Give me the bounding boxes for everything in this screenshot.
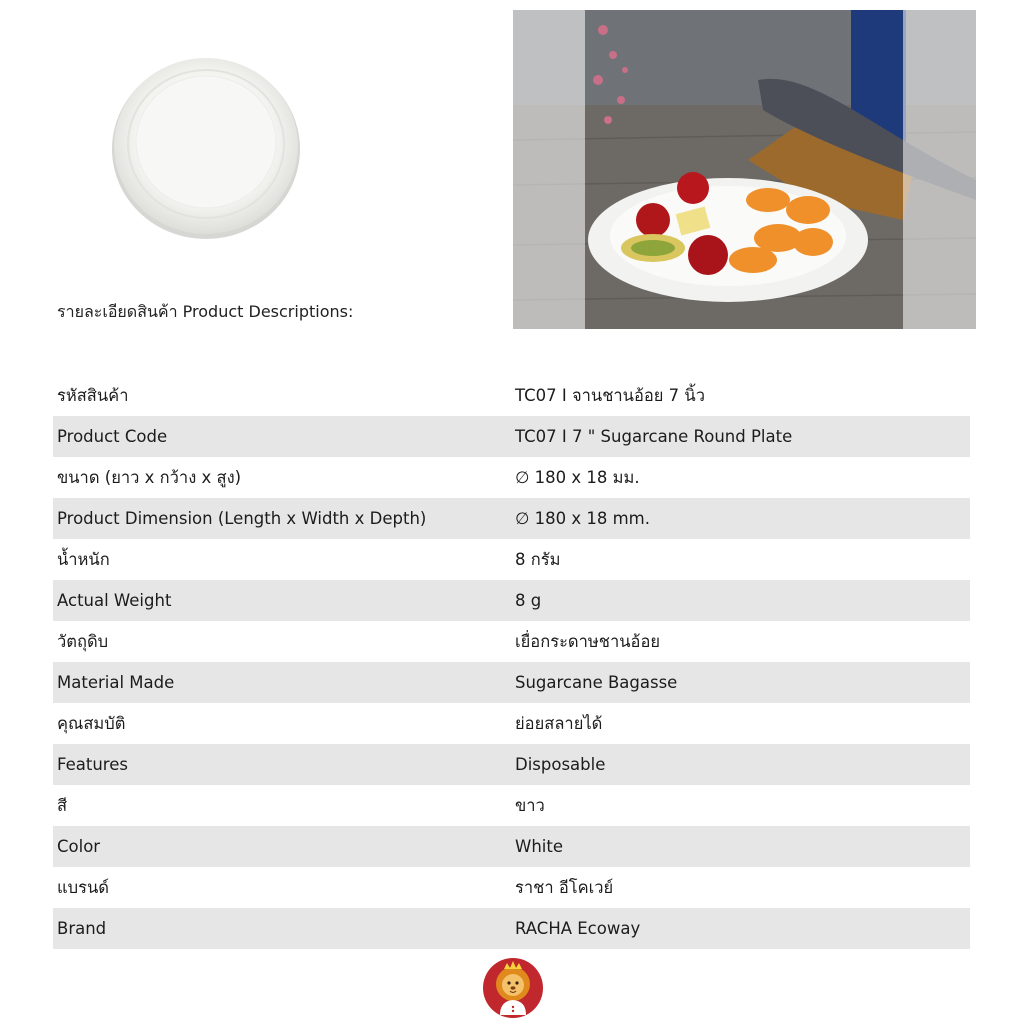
spec-row-dimension-en (53, 498, 970, 539)
spec-value: ∅ 180 x 18 mm. (515, 509, 650, 528)
spec-value: TC07 I จานชานอ้อย 7 นิ้ว (515, 385, 705, 405)
spec-row-brand-en (53, 908, 970, 949)
spec-row-product-code-en (53, 416, 970, 457)
spec-value: 8 กรัม (515, 549, 561, 569)
spec-label: สี (57, 795, 68, 815)
spec-label: Material Made (57, 673, 175, 692)
spec-label: น้ำหนัก (57, 549, 110, 569)
spec-label: Features (57, 755, 128, 774)
spec-value: ∅ 180 x 18 มม. (515, 467, 640, 487)
spec-row-weight-en (53, 580, 970, 621)
spec-value: Disposable (515, 755, 606, 774)
spec-label: คุณสมบัติ (57, 713, 126, 733)
lion-mascot-icon (480, 957, 546, 1019)
spec-label: Product Code (57, 427, 168, 446)
spec-value: White (515, 837, 563, 856)
spec-value: RACHA Ecoway (515, 919, 641, 938)
spec-value: TC07 I 7 " Sugarcane Round Plate (515, 427, 793, 446)
spec-label: รหัสสินค้า (57, 385, 129, 405)
spec-row-material-en (53, 662, 970, 703)
spec-row-material-th (53, 621, 970, 662)
spec-value: เยื่อกระดาษชานอ้อย (515, 631, 661, 651)
spec-label: Color (57, 837, 101, 856)
spec-value: 8 g (515, 591, 542, 610)
spec-row-product-code-th (53, 375, 970, 416)
spec-label: Product Dimension (Length x Width x Depth) (57, 509, 427, 528)
spec-row-features-th (53, 703, 970, 744)
spec-label: วัตถุดิบ (57, 631, 109, 651)
spec-value: ราชา อีโคเวย์ (515, 877, 614, 897)
spec-value: ขาว (515, 795, 545, 815)
spec-row-features-en (53, 744, 970, 785)
spec-row-dimension-th (53, 457, 970, 498)
spec-label: Brand (57, 919, 107, 938)
spec-value: Sugarcane Bagasse (515, 673, 678, 692)
product-plate-image (108, 52, 304, 242)
section-heading: รายละเอียดสินค้า Product Descriptions: (57, 302, 354, 321)
spec-row-color-th (53, 785, 970, 826)
spec-row-brand-th (53, 867, 970, 908)
spec-row-weight-th (53, 539, 970, 580)
spec-label: แบรนด์ (57, 877, 109, 897)
product-lifestyle-photo (513, 10, 976, 329)
spec-label: ขนาด (ยาว x กว้าง x สูง) (57, 467, 242, 487)
spec-label: Actual Weight (57, 591, 172, 610)
spec-row-color-en (53, 826, 970, 867)
spec-table (53, 375, 970, 949)
spec-value: ย่อยสลายได้ (515, 713, 603, 733)
